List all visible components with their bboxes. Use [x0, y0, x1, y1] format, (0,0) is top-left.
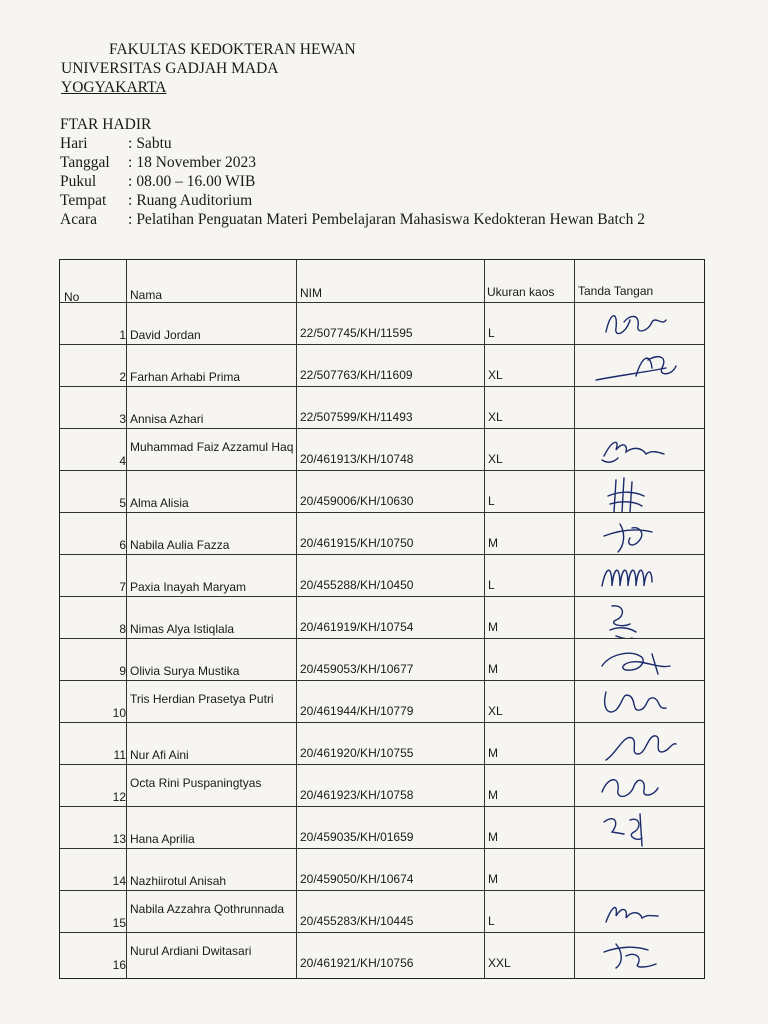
- row-number: 15: [112, 916, 126, 930]
- student-name: Hana Aprilia: [130, 832, 195, 846]
- student-nim: 22/507599/KH/11493: [300, 410, 413, 424]
- row-number: 3: [119, 412, 126, 426]
- row-number: 4: [119, 454, 126, 468]
- row-number: 16: [112, 958, 126, 972]
- row-number: 11: [113, 748, 126, 762]
- row-number: 2: [119, 370, 126, 384]
- signature-mark: [582, 470, 692, 512]
- student-nim: 20/461944/KH/10779: [300, 704, 414, 718]
- student-nim: 20/461913/KH/10748: [300, 452, 414, 466]
- student-nim: 20/461915/KH/10750: [300, 536, 414, 550]
- signature-mark: [582, 302, 692, 344]
- student-nim: 20/461919/KH/10754: [300, 620, 414, 634]
- header-signature: Tanda Tangan: [578, 284, 654, 298]
- student-name: Octa Rini Puspaningtyas: [130, 776, 262, 790]
- student-nim: 22/507763/KH/11609: [300, 368, 413, 382]
- student-nim: 20/459050/KH/10674: [300, 872, 414, 886]
- header-name: Nama: [130, 288, 163, 302]
- shirt-size: M: [488, 872, 498, 886]
- info-label: Tanggal: [60, 154, 110, 171]
- signature-mark: [582, 806, 692, 848]
- row-number: 1: [119, 328, 126, 342]
- signature-mark: [582, 512, 692, 554]
- signature-mark: [582, 596, 692, 638]
- shirt-size: L: [488, 326, 495, 340]
- signature-mark: [582, 932, 692, 974]
- shirt-size: XL: [488, 410, 503, 424]
- student-nim: 20/461920/KH/10755: [300, 746, 414, 760]
- row-number: 10: [112, 706, 126, 720]
- student-name: Nabila Azzahra Qothrunnada: [130, 902, 285, 916]
- shirt-size: M: [488, 536, 498, 550]
- shirt-size: M: [488, 746, 498, 760]
- info-value: Sabtu: [136, 135, 172, 152]
- student-name: Muhammad Faiz Azzamul Haq: [130, 440, 294, 454]
- signature-mark: [582, 680, 692, 722]
- info-value: Pelatihan Penguatan Materi Pembelajaran Mahasiswa Kedokteran Hewan Batch 2: [136, 211, 646, 228]
- header-nim: NIM: [300, 286, 322, 300]
- row-number: 12: [112, 790, 126, 804]
- row-number: 14: [112, 874, 126, 888]
- shirt-size: M: [488, 620, 498, 634]
- student-name: Paxia Inayah Maryam: [130, 580, 247, 594]
- shirt-size: M: [488, 830, 498, 844]
- student-name: Tris Herdian Prasetya Putri: [130, 692, 274, 706]
- shirt-size: L: [488, 494, 495, 508]
- info-value: Ruang Auditorium: [136, 192, 253, 209]
- shirt-size: L: [488, 578, 495, 592]
- student-nim: 20/459035/KH/01659: [300, 830, 414, 844]
- info-row-day: Hari : Sabtu: [60, 135, 172, 152]
- signature-mark: [582, 890, 692, 932]
- university-name: UNIVERSITAS GADJAH MADA: [61, 60, 279, 77]
- student-name: Nabila Aulia Fazza: [130, 538, 230, 552]
- header-no: No: [64, 290, 80, 304]
- signature-mark: [582, 722, 692, 764]
- student-name: Nur Afi Aini: [130, 748, 189, 762]
- shirt-size: XL: [488, 452, 503, 466]
- student-name: Nazhiirotul Anisah: [130, 874, 227, 888]
- student-name: Farhan Arhabi Prima: [130, 370, 241, 384]
- row-number: 9: [119, 664, 126, 678]
- student-name: Alma Alisia: [130, 496, 189, 510]
- shirt-size: M: [488, 788, 498, 802]
- shirt-size: L: [488, 914, 495, 928]
- student-nim: 20/461923/KH/10758: [300, 788, 414, 802]
- student-nim: 20/461921/KH/10756: [300, 956, 414, 970]
- student-name: Nurul Ardiani Dwitasari: [130, 944, 252, 958]
- student-nim: 20/455283/KH/10445: [300, 914, 414, 928]
- document-title: FTAR HADIR: [60, 116, 152, 133]
- student-nim: 20/459053/KH/10677: [300, 662, 414, 676]
- info-row-time: Pukul : 08.00 – 16.00 WIB: [60, 173, 256, 190]
- shirt-size: XXL: [488, 956, 511, 970]
- row-number: 5: [119, 496, 126, 510]
- info-label: Tempat: [60, 192, 107, 209]
- attendance-table: [59, 259, 705, 979]
- student-name: David Jordan: [130, 328, 201, 342]
- student-nim: 20/459006/KH/10630: [300, 494, 414, 508]
- student-name: Annisa Azhari: [130, 412, 204, 426]
- row-number: 7: [119, 580, 126, 594]
- shirt-size: XL: [488, 704, 503, 718]
- student-name: Nimas Alya Istiqlala: [130, 622, 235, 636]
- faculty-name: FAKULTAS KEDOKTERAN HEWAN: [109, 41, 356, 58]
- info-row-place: Tempat : Ruang Auditorium: [60, 192, 253, 209]
- info-row-event: Acara : Pelatihan Penguatan Materi Pembelajaran Mahasiswa Kedokteran Hewan Batch 2: [60, 211, 646, 228]
- shirt-size: M: [488, 662, 498, 676]
- header-shirt-size: Ukuran kaos: [487, 285, 555, 299]
- student-nim: 20/455288/KH/10450: [300, 578, 414, 592]
- info-label: Acara: [60, 211, 97, 228]
- info-row-date: Tanggal : 18 November 2023: [60, 154, 256, 171]
- signature-mark: [582, 344, 692, 386]
- row-number: 6: [119, 538, 126, 552]
- shirt-size: XL: [488, 368, 503, 382]
- info-label: Hari: [60, 135, 88, 152]
- city-name: YOGYAKARTA: [61, 79, 167, 96]
- signature-mark: [582, 554, 692, 596]
- signature-mark: [582, 764, 692, 806]
- row-number: 13: [112, 832, 126, 846]
- student-name: Olivia Surya Mustika: [130, 664, 240, 678]
- student-nim: 22/507745/KH/11595: [300, 326, 413, 340]
- signature-mark: [582, 428, 692, 470]
- signature-mark: [582, 638, 692, 680]
- info-label: Pukul: [60, 173, 97, 190]
- info-value: 18 November 2023: [136, 154, 256, 171]
- row-number: 8: [119, 622, 126, 636]
- info-value: 08.00 – 16.00 WIB: [136, 173, 256, 190]
